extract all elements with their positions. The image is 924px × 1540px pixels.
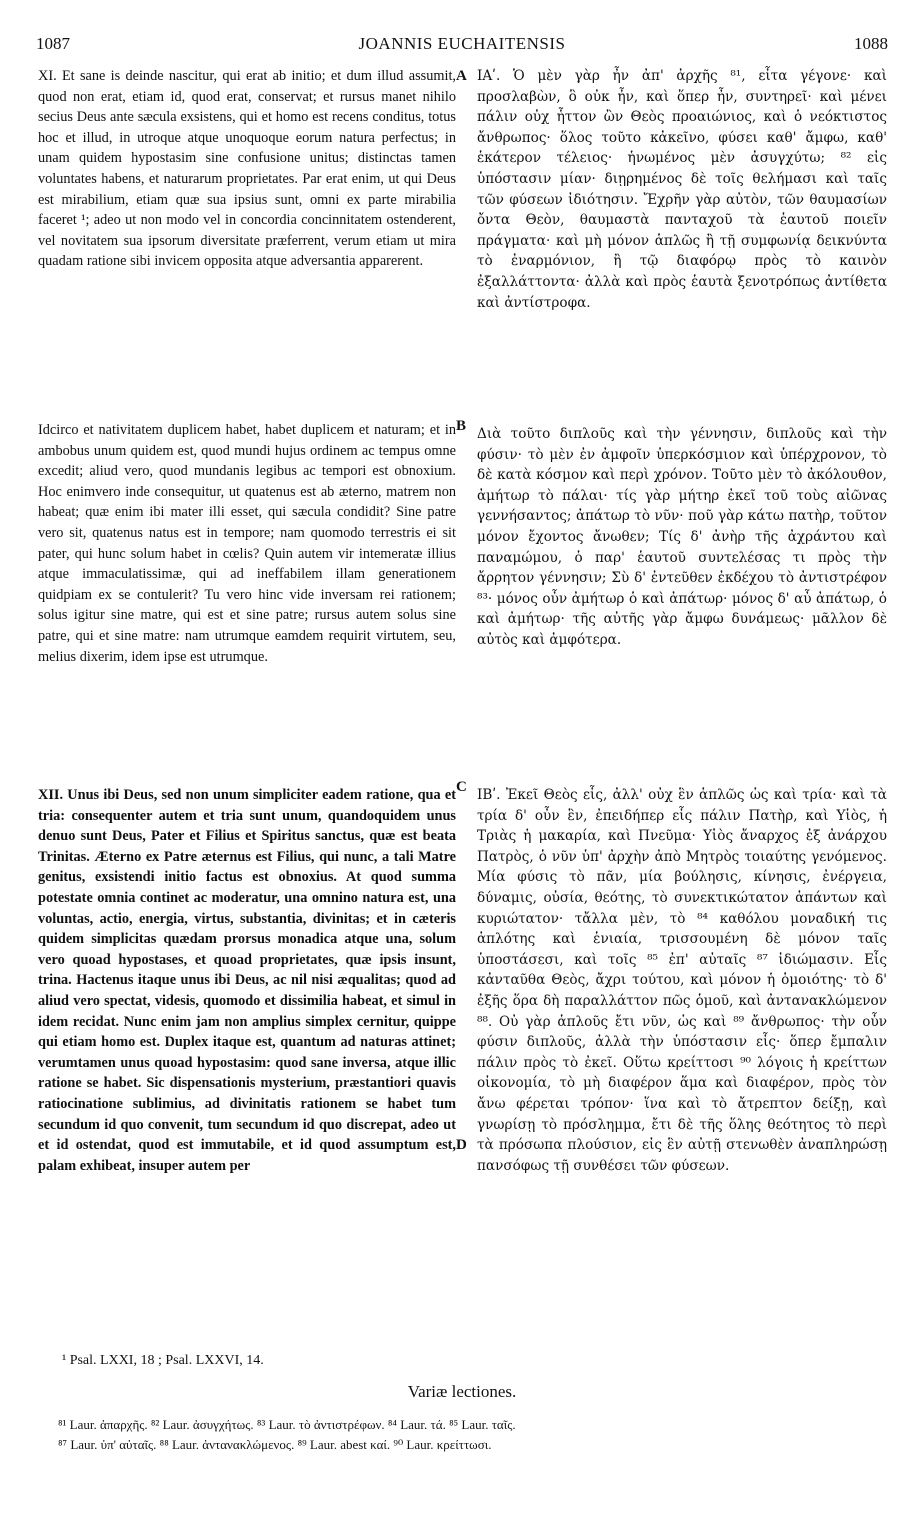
- latin-section-11b: [38, 420, 456, 667]
- page-number-left: 1087: [36, 34, 70, 53]
- greek-section-12: [477, 785, 887, 1176]
- latin-paragraph-3: XII. Unus ibi Deus, sed non unum simpliciter eadem ratione, qua et tria: consequenter autem et tria sunt unum, quandoquidem unus denuo sunt Deus, Pater et Filius et Spiritus sanctus, quæ est beata Trinitas. Æterno ex Patre æternus est Filius, qui nunc, a tali Matre genitus, exsistendi initio factus est obnoxius. At quod summa potestate omnia continet ac moderatur, una omnino natura est, una voluntas, actio, energia, virtus, substantia, divinitas; et in cæteris quidem simplicitas quædam prorsus monadica atque una, solum vero quoad hypostases, et quoad proprietates, quæ ipsis insunt, trina. Hactenus itaque unus ibi Deus, ac nil nisi æqualitas; quod ad aliud vero spectat, videsis, quomodo et dissimilia habeat, et simul in idem recidat. Nunc enim jam non amplius simplex cernitur, quippe qui etiam homo est. Duplex itaque est, quantum ad naturas attinet; verumtamen unus quoad hypostasim: quod sane inversa, atque illic ratione se habet. Sic dispensationis mysterium, præstantiori quavis ratiocinatione sublimius, ad divinitatis rationem se habet tum secundum id quo convenit, tum secundum id quo discrepat, adeo ut et id ostendat, quod est immutabile, et id quod assumptum est, palam exhibeat, insuper autem per: [38, 787, 456, 1174]
- greek-section-11: [477, 66, 887, 313]
- latin-section-12: [38, 785, 456, 1176]
- margin-letter-b: B: [456, 418, 467, 434]
- greek-paragraph-1: ΙΑʹ. Ὁ μὲν γὰρ ἦν ἀπ' ἀρχῆς ⁸¹, εἶτα γέγονε· καὶ προσλαβὼν, ὃ οὐκ ἦν, καὶ ὅπερ ἦν, συντηρεῖ· καὶ μένει πάλιν οὐχ ἧττον ὢν Θεὸς προαιώνιος, καὶ ὁ νεόκτιστος ἄνθρωπος· ὅλος τοῦτο κἀκεῖνο, φύσει καθ' ἄμφω, καθ' ἑκάτερον τέλειος· ἡνωμένος μὲν ἀσυγχύτω; ⁸² εἰς ὑπόστασιν μίαν· διῃρημένος δὲ τοῖς θελήμασι καὶ ταῖς τῶν φύσεων ἰδιότησιν. Ἔχρῆν γὰρ αὐτὸν, τῶν θαυμασίων ὄντα Θεὸν, θαυμαστὰ πανταχοῦ τὰ ἑαυτοῦ ποιεῖν πράγματα· καὶ μὴ μόνον ἁπλῶς ἢ τῇ συμφωνίᾳ δεικνύντα τὸ ἐναρμόνιον, ἢ τῷ διαφόρῳ πρὸς τὸ καινὸν ἐξαλλάττοντα· ἀλλὰ καὶ πρὸς ἑαυτὰ ξενοτρόπως ἀντίθετα καὶ ἀντίστροφα.: [477, 68, 887, 311]
- margin-letter-d: D: [456, 1137, 467, 1153]
- margin-letter-c: C: [456, 779, 467, 795]
- latin-section-11: [38, 66, 456, 272]
- greek-paragraph-3: ΙΒʹ. Ἐκεῖ Θεὸς εἷς, ἀλλ' οὐχ ἓν ἁπλῶς ὡς καὶ τρία· καὶ τὰ τρία δ' οὖν ἓν, ἐπειδήπερ εἷς πάλιν Πατὴρ, καὶ Υἱὸς, ἡ Τριὰς ἡ μακαρία, καὶ Πνεῦμα· Υἱὸς ἄναρχος ἐξ ἀνάρχου Πατρὸς, ὁ νῦν ὑπ' ἀρχὴν ἀπὸ Μητρὸς τοιαύτης γενόμενος. Μία φύσις τὸ πᾶν, μία βούλησις, κίνησις, ἐνέργεια, δύναμις, οὐσία, θεότης, τὸ συνεκτικώτατον ἁπάντων καὶ κυριώτατον· τἄλλα μὲν, τὸ ⁸⁴ καθόλου μοναδική τις ἁπλότης καὶ ἑνιαία, τρισσουμένη δὲ μόνον ταῖς ὑποστάσεσι, καὶ τοῖς ⁸⁵ ἐπ' αὐταῖς ⁸⁷ ἰδιώμασιν. Εἷς κἀνταῦθα Θεὸς, ἄχρι τούτου, καὶ μόνον ἡ ὁμοιότης· τὸ δ' ἐξῆς ὅρα δὴ παραλλάττον πῶς ὁμοῦ, καὶ ἀντανακλώμενον ⁸⁸. Οὐ γὰρ ἁπλοῦς ἔτι νῦν, ὡς καὶ ⁸⁹ ἄνθρωπος· τὴν οὖν φύσιν διπλοῦς, ἀλλὰ τὴν ὑπόστασιν εἷς· ὅπερ ἔμπαλιν πάλιν πρὸς τὸ ἐκεῖ. Οὕτω κρείττοσι ⁹⁰ λόγοις ἡ κρείττων οἰκονομία, τὸ μὴ διαφέρον ἅμα καὶ διαφέρον, πρὸς τὸν ἄνω φέρεται τρόπον· ἵνα καὶ τὸ ἄτρεπτον δείξῃ, καὶ γνωρίσῃ τὸ πρόσλημμα, ἔτι δὲ τῆς ὅλης θεότητος τὸ περὶ τὰ πρόσωπα πλούσιον, εἰς ἓν αὐτῇ στενωθὲν ἀναπληρώσῃ πανσόφως τῇ συνθέσει τῶν φύσεων.: [477, 787, 887, 1174]
- latin-paragraph-1: XI. Et sane is deinde nascitur, qui erat ab initio; et dum illud assumit, quod non erat, etiam id, quod erat, conservat; et rursus manet nihilo secius Deus ante sæcula exsistens, qui et homo est recens conditus, totus hoc et illud, in utroque atque unoquoque eorum natura perfectus; in unam quidem hypostasim sine confusione unitus; distinctas tamen voluntates habens, et naturarum proprietates. Par erat enim, ut qui Deus est mirabilium, etiam quæ sua ipsius sunt, omni ex parte mirabilia faceret ¹; adeo ut non modo vel in concordia concinnitatem ostenderent, vel novitatem sua ipsorum diversitate præferrent, verum etiam ut mira quadam ratione sibi invicem opposita atque adversantia apparerent.: [38, 68, 456, 270]
- page-number-right: 1088: [854, 34, 888, 53]
- greek-paragraph-2: Διὰ τοῦτο διπλοῦς καὶ τὴν γέννησιν, διπλοῦς καὶ τὴν φύσιν· τὸ μὲν ἐν ἀμφοῖν ὑπερκόσμιον καὶ ὑπέρχρονον, τὸ δὲ κατὰ κόσμον καὶ περὶ χρόνον. Τοῦτο μὲν τὸ ἀκόλουθον, ἀμήτωρ τὸ πάλαι· τίς γὰρ μήτηρ ἐκεῖ τοῦ τοὺς αἰῶνας γεννήσαντος; ἀπάτωρ τὸ νῦν· ποῦ γὰρ κάτω πατὴρ, τοῦτον μόνον ἔχοντος ἄνωθεν; Τίς δ' ἀνὴρ τῆς ἀχράντου καὶ παναμώμου, ὁ παρ' ἑαυτοῦ συντελέσας τι πρὸς τὴν ἄρρητον γέννησιν; Σὺ δ' ἐντεῦθεν ἐκδέχου τὸ ἀντιστρέφον ⁸³· μόνος οὖν ἀμήτωρ ὁ καὶ ἀπάτωρ· μόνος δ' αὖ ἀπάτωρ, ὁ καὶ ἀμήτωρ· τῆς αὐτῆς γὰρ ἄμφω δυνάμεως· μᾶλλον δὲ αὐτὸς καὶ ἀμφότερα.: [477, 426, 887, 648]
- variae-lectiones-title: Variæ lectiones.: [407, 1382, 517, 1401]
- variae-lectiones-line-2: ⁸⁷ Laur. ὑπ' αὐταῖς. ⁸⁸ Laur. ἀντανακλώμενος. ⁸⁹ Laur. abest καί. ⁹⁰ Laur. κρείττωσι.: [58, 1437, 492, 1452]
- footnote: ¹ Psal. LXXI, 18 ; Psal. LXXVI, 14.: [62, 1353, 264, 1368]
- margin-letter-a: A: [456, 68, 467, 84]
- variae-lectiones-line-1: ⁸¹ Laur. ἀπαρχῆς. ⁸² Laur. ἀσυγχήτως. ⁸³ Laur. τὸ ἀντιστρέφων. ⁸⁴ Laur. τά. ⁸⁵ Laur. ταῖς.: [58, 1417, 516, 1432]
- greek-section-11b: [477, 424, 887, 651]
- running-title: JOANNIS EUCHAITENSIS: [358, 34, 566, 53]
- page-header: [36, 34, 888, 58]
- latin-paragraph-2: Idcirco et nativitatem duplicem habet, habet duplicem et naturam; et in ambobus unum quidem est, quod mundi hujus ordinem ac tempus omne excedit; aliud vero, quod mundanis legibus ac tempori est obnoxium. Hoc enimvero inde consequitur, ut quatenus est ab æterno, matrem non habeat; quæ enim ibi mater illi esset, qui sæcula condidit? Sine patre vero sit, quatenus natus est in tempore; nam quomodo terrestris ei sit pater, qui hunc solum habet in cœlis? Quin autem vir intemeratæ illius atque immaculatissimæ, qui ad ineffabilem illam generationem quidpiam ex se contulerit? Tu vero hinc vide inversam rei rationem; solus igitur sine matre, qui est et sine patre; rursus autem solus sine patre, qui et sine matre: nam utrumque eamdem requirit virtutem, seu, melius dixerim, idem ipse est utrumque.: [38, 422, 456, 665]
